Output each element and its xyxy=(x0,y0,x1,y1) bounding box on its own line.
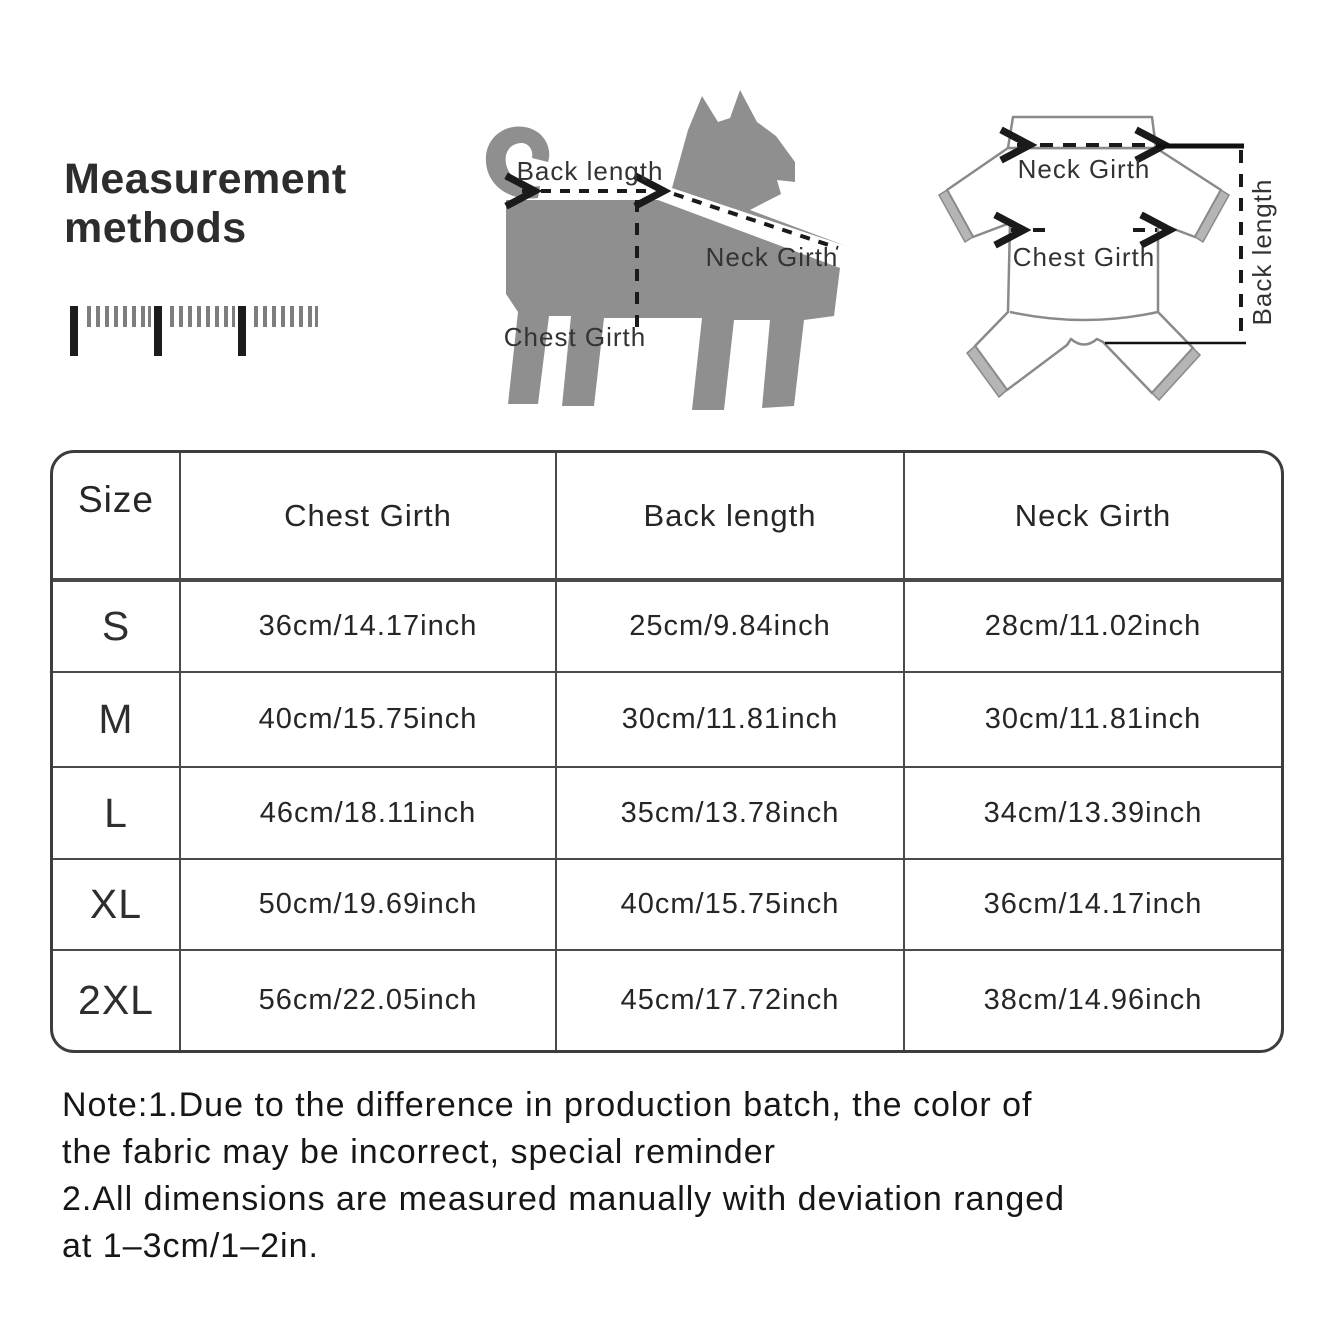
row-2xl-neck: 38cm/14.96inch xyxy=(983,984,1203,1016)
garment-outline-diagram xyxy=(930,90,1330,470)
row-m-back: 30cm/11.81inch xyxy=(557,673,905,768)
row-l-neck: 34cm/13.39inch xyxy=(905,768,1281,860)
row-xl-size: XL xyxy=(53,860,181,951)
page-title-line2: methods xyxy=(64,204,247,252)
garment-back-length-label: Back length xyxy=(1247,178,1277,326)
col-header-chest: Chest Girth xyxy=(181,453,557,582)
col-header-neck: Neck Girth xyxy=(905,453,1281,582)
note-line: Note:1.Due to the difference in production batch, the color of xyxy=(62,1086,1033,1124)
notes-block xyxy=(62,1082,1302,1270)
row-2xl-back: 45cm/17.72inch xyxy=(557,951,905,1050)
dog-neck-girth-label: Neck Girth xyxy=(705,242,839,272)
row-l-size: L xyxy=(53,768,181,860)
note-line: the fabric may be incorrect, special reminder xyxy=(62,1133,776,1171)
row-s-size: S xyxy=(53,582,181,673)
row-s-chest: 36cm/14.17inch xyxy=(181,582,557,673)
row-s-neck: 28cm/11.02inch xyxy=(905,582,1281,673)
row-s-back: 25cm/9.84inch xyxy=(557,582,905,673)
page-title xyxy=(64,155,347,253)
col-header-back: Back length xyxy=(557,453,905,582)
size-table xyxy=(50,450,1284,1053)
row-2xl-size: 2XL xyxy=(53,951,181,1050)
row-m-size: M xyxy=(53,673,181,768)
ruler-icon xyxy=(62,298,332,364)
row-2xl-chest: 56cm/22.05inch xyxy=(181,951,557,1050)
row-xl-chest: 50cm/19.69inch xyxy=(181,860,557,951)
garment-chest-girth-label: Chest Girth xyxy=(1012,242,1156,272)
row-xl-neck: 36cm/14.17inch xyxy=(905,860,1281,951)
note-line: at 1–3cm/1–2in. xyxy=(62,1227,319,1265)
dog-chest-girth-label: Chest Girth xyxy=(503,322,647,352)
dog-back-length-label: Back length xyxy=(516,156,664,186)
row-m-neck: 30cm/11.81inch xyxy=(905,673,1281,768)
garment-neck-girth-label: Neck Girth xyxy=(1017,154,1151,184)
row-l-back: 35cm/13.78inch xyxy=(557,768,905,860)
note-line: 2.All dimensions are measured manually with deviation ranged xyxy=(62,1180,1066,1218)
col-header-size: Size xyxy=(53,453,181,582)
row-xl-back: 40cm/15.75inch xyxy=(557,860,905,951)
page-title-line1: Measurement xyxy=(64,155,347,203)
dog-silhouette-diagram xyxy=(450,70,890,430)
row-l-chest: 46cm/18.11inch xyxy=(181,768,557,860)
row-m-chest: 40cm/15.75inch xyxy=(181,673,557,768)
